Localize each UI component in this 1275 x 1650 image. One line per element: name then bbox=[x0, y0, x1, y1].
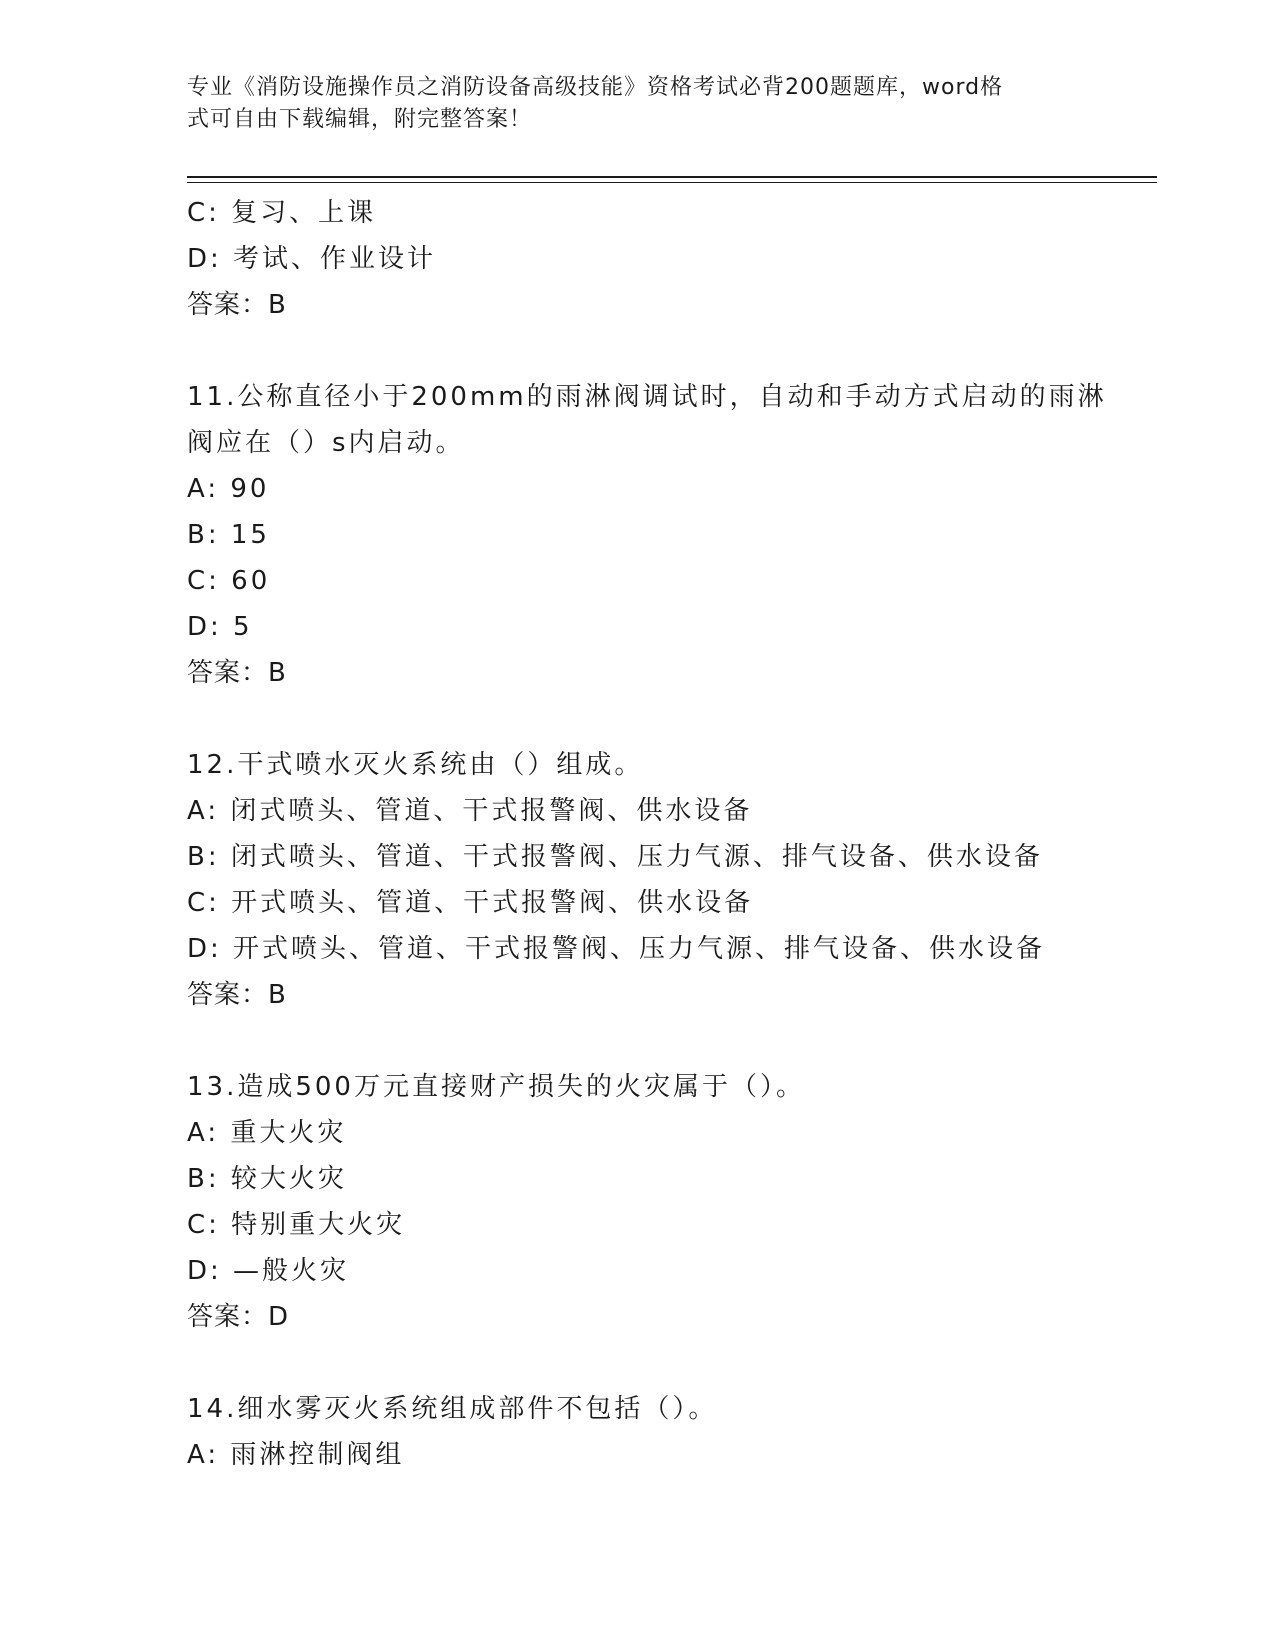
answer: 答案：B bbox=[187, 658, 287, 688]
option-b: B: 较大火灾 bbox=[187, 1164, 347, 1194]
option-c: C: 60 bbox=[187, 566, 271, 596]
spacer bbox=[187, 1018, 1087, 1064]
question-stem: 13.造成500万元直接财产损失的火灾属于（）。 bbox=[187, 1072, 805, 1102]
option-d: D: 开式喷头、管道、干式报警阀、压力气源、排气设备、供水设备 bbox=[187, 934, 1046, 964]
spacer bbox=[187, 1340, 1087, 1386]
prev-answer: 答案：B bbox=[187, 290, 287, 320]
option-a: A: 重大火灾 bbox=[187, 1118, 347, 1148]
option-d: D: —般火灾 bbox=[187, 1256, 350, 1286]
header-line-1: 专业《消防设施操作员之消防设备高级技能》资格考试必背200题题库，word格 bbox=[187, 75, 1004, 100]
question-stem: 12.干式喷水灭火系统由（）组成。 bbox=[187, 750, 644, 780]
option-c: C: 开式喷头、管道、干式报警阀、供水设备 bbox=[187, 888, 754, 918]
spacer bbox=[187, 328, 1087, 374]
option-c: C: 特别重大火灾 bbox=[187, 1210, 406, 1240]
question-11 bbox=[187, 374, 1107, 696]
prev-option-d: D: 考试、作业设计 bbox=[187, 244, 437, 274]
question-stem: 11.公称直径小于200mm的雨淋阀调试时，自动和手动方式启动的雨淋 bbox=[187, 382, 1107, 412]
header-line-2: 式可自由下载编辑，附完整答案！ bbox=[187, 107, 533, 132]
document-header bbox=[187, 72, 1067, 136]
option-a: A: 90 bbox=[187, 474, 270, 504]
option-a: A: 雨淋控制阀组 bbox=[187, 1440, 405, 1470]
question-stem-continued: 阀应在（）s内启动。 bbox=[187, 428, 465, 458]
spacer bbox=[187, 696, 1087, 742]
question-13 bbox=[187, 1064, 1087, 1340]
option-d: D: 5 bbox=[187, 612, 253, 642]
answer: 答案：B bbox=[187, 980, 287, 1010]
option-a: A: 闭式喷头、管道、干式报警阀、供水设备 bbox=[187, 796, 753, 826]
option-b: B: 闭式喷头、管道、干式报警阀、压力气源、排气设备、供水设备 bbox=[187, 842, 1043, 872]
question-12 bbox=[187, 742, 1087, 1018]
answer: 答案：D bbox=[187, 1302, 290, 1332]
prev-option-c: C: 复习、上课 bbox=[187, 198, 377, 228]
question-list bbox=[187, 190, 1107, 1478]
header-divider-thick bbox=[187, 176, 1157, 178]
question-stem: 14.细水雾灭火系统组成部件不包括（）。 bbox=[187, 1394, 718, 1424]
header-divider-thin bbox=[187, 182, 1157, 183]
question-14 bbox=[187, 1386, 1087, 1478]
option-b: B: 15 bbox=[187, 520, 270, 550]
